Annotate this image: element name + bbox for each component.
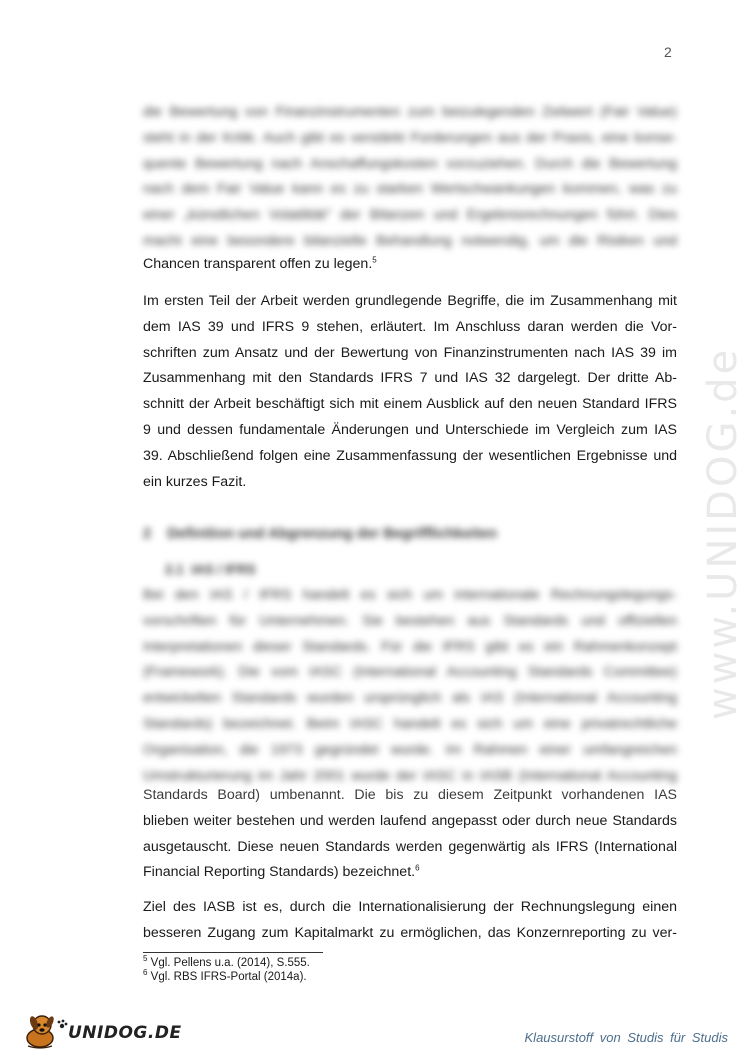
text-line: quente Bewertung nach Anschaffungskosten vorzuziehen. Durch die Bewertung bbox=[143, 155, 677, 172]
footnote-ref: 6 bbox=[415, 863, 420, 873]
text-line: schriften zum Ansatz und der Bewertung von Finanzinstrumenten nach IAS 39 im bbox=[143, 344, 677, 361]
footnote bbox=[143, 970, 310, 984]
footer-tagline: Klausurstoff von Studis für Studis bbox=[524, 1030, 728, 1045]
ias-paragraph-blurred bbox=[143, 583, 677, 789]
text-line bbox=[143, 860, 677, 886]
subsection-heading bbox=[165, 562, 256, 577]
text-line: blieben weiter bestehen und werden laufend angepasst oder durch neue Standards bbox=[143, 812, 677, 829]
unidog-logo[interactable] bbox=[22, 1012, 182, 1050]
iasb-paragraph bbox=[143, 895, 677, 947]
ias-paragraph-clear bbox=[143, 783, 677, 886]
text-line: vorschriften für Unternehmen. Sie bestehen aus Standards und offiziellen bbox=[143, 612, 677, 629]
footnote-number: 5 bbox=[143, 954, 148, 964]
footnote-ref: 5 bbox=[372, 255, 377, 265]
text-line: Organisation, die 1973 gegründet wurde. Im Rahmen einer umfangreichen bbox=[143, 741, 677, 758]
text-line: Chancen transparent offen zu legen. bbox=[143, 256, 373, 272]
text-line: entwickelten Standards wurden ursprünglich als IAS (International Accounting bbox=[143, 690, 677, 707]
text-line: ein kurzes Fazit. bbox=[143, 473, 247, 490]
section-title: Definition und Abgrenzung der Begrifflichkeiten bbox=[167, 526, 497, 542]
text-line: nach dem Fair Value kann es zu starken Wertschwankungen kommen, was zu bbox=[143, 181, 677, 198]
footnotes bbox=[143, 956, 310, 984]
text-line: steht in der Kritik. Auch gibt es verstärkt Forderungen aus der Praxis, eine konse- bbox=[143, 129, 677, 146]
text-line: besseren Zugang zum Kapitalmarkt zu ermöglichen, das Konzernreporting zu ver- bbox=[143, 924, 677, 941]
section-heading bbox=[143, 526, 497, 542]
text-line: die Bewertung von Finanzinstrumenten zum beizulegenden Zeitwert (Fair Value) bbox=[143, 104, 677, 120]
text-line: ausgetauscht. Diese neuen Standards werden gegenwärtig als IFRS (International bbox=[143, 838, 677, 855]
text-line: 39. Abschließend folgen eine Zusammenfassung der wesentlichen Ergebnisse und bbox=[143, 447, 677, 464]
text-line: (Framework). Die vom IASC (International Accounting Standards Committee) bbox=[143, 664, 677, 681]
text-line: einer „künstlichen Volatilität" der Bilanzen und Ergebnisrechnungen führt. Dies bbox=[143, 207, 677, 224]
text-line: Ziel des IASB ist es, durch die Internationalisierung der Rechnungslegung einen bbox=[143, 899, 677, 915]
text-line: Financial Reporting Standards) bezeichnet. bbox=[143, 864, 416, 881]
footnote-text: Vgl. Pellens u.a. (2014), S.555. bbox=[150, 957, 310, 969]
page-number: 2 bbox=[664, 44, 672, 60]
text-line: Standards) bezeichnet. Beim IASC handelt es sich um eine privatrechtliche bbox=[143, 715, 677, 732]
footnote bbox=[143, 956, 310, 970]
text-line: dem IAS 39 und IFRS 9 stehen, erläutert. Im Anschluss daran werden die Vor- bbox=[143, 318, 677, 335]
text-line: Zusammenhang mit den Standards IFRS 7 und IAS 32 dargelegt. Der dritte Ab- bbox=[143, 370, 677, 387]
overview-paragraph bbox=[143, 289, 677, 495]
text-line: Standards Board) umbenannt. Die bis zu diesem Zeitpunkt vorhandenen IAS bbox=[143, 787, 677, 803]
subsection-number: 2.1 bbox=[165, 562, 184, 577]
footnote-number: 6 bbox=[143, 968, 148, 978]
text-line: 9 und dessen fundamentale Änderungen und Unterschiede im Vergleich zum IAS bbox=[143, 421, 677, 438]
text-line: schnitt der Arbeit beschäftigt sich mit einem Ausblick auf den neuen Standard IFRS bbox=[143, 396, 677, 413]
text-line: Im ersten Teil der Arbeit werden grundlegende Begriffe, die im Zusammenhang mit bbox=[143, 293, 677, 309]
text-line: Umstrukturierung im Jahr 2001 wurde der IASC in IASB (International Accounting bbox=[143, 767, 677, 784]
dog-mascot-icon bbox=[22, 1012, 68, 1050]
footnote-separator bbox=[143, 952, 323, 953]
watermark: www.UNIDOG.de bbox=[700, 346, 746, 720]
footnote-text: Vgl. RBS IFRS-Portal (2014a). bbox=[150, 971, 307, 983]
logo-text: UNIDOG.DE bbox=[68, 1023, 182, 1043]
section-number: 2 bbox=[143, 526, 152, 542]
text-line: Bei den IAS / IFRS handelt es sich um internationale Rechnungslegungs- bbox=[143, 587, 677, 603]
intro-paragraph-blurred bbox=[143, 100, 677, 255]
text-line: Interpretationen dieser Standards. Für die IFRS gibt es ein Rahmenkonzept bbox=[143, 638, 677, 655]
subsection-title: IAS / IFRS bbox=[191, 562, 256, 577]
text-line: macht eine besondere bilanzielle Behandlung notwendig, um die Risiken und bbox=[143, 232, 677, 249]
intro-last-line bbox=[143, 252, 677, 278]
